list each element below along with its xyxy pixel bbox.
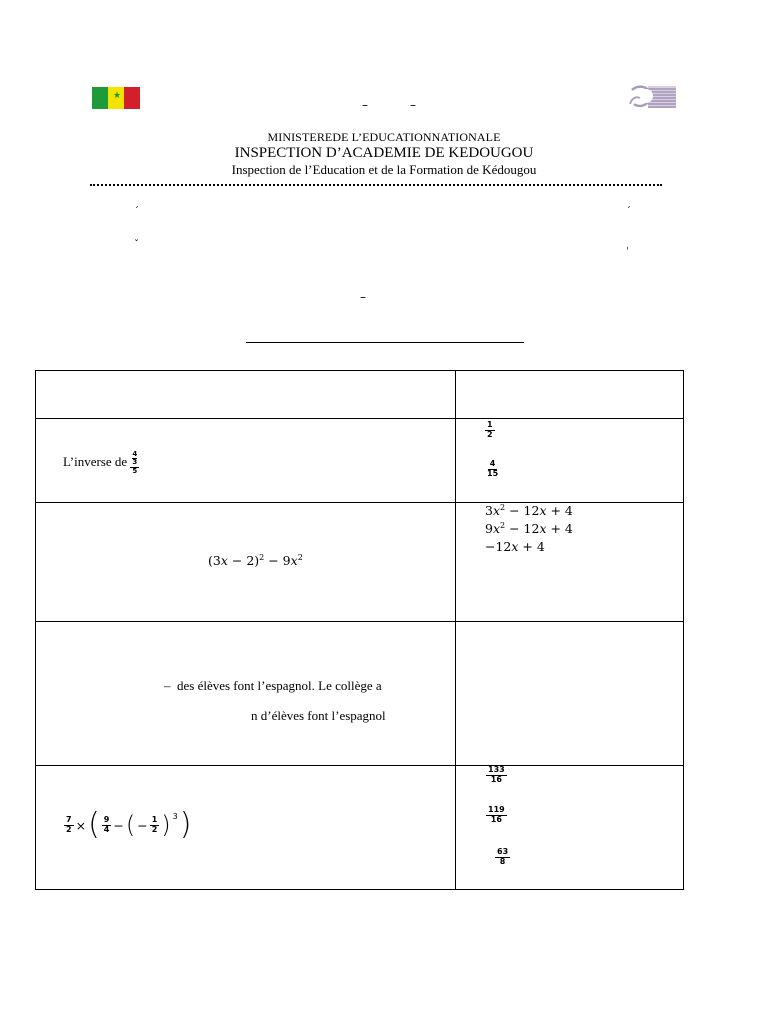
frac-num: 119 (488, 805, 505, 815)
institution-logo-icon (628, 84, 678, 110)
question-cell (36, 622, 456, 766)
table-row (36, 622, 684, 766)
mark-tick: ˇ (134, 239, 139, 250)
answer-option[interactable] (495, 848, 510, 866)
frac-num: 4 (132, 450, 138, 458)
senegal-flag-icon (92, 87, 140, 109)
question-4-expression: $\frac{7}{2}$ × ( $\frac{9}{4}$ − ( − $\frac{1}{2}$ ) $^3$ ) (66, 807, 192, 842)
frac-num: 1 (151, 815, 158, 825)
question-cell (36, 766, 456, 890)
question-cell (36, 419, 456, 503)
answer-option[interactable]: $9x^2 - 12x + 4$ (485, 521, 573, 537)
mark-tick: ˌ (626, 240, 629, 251)
mid-mark: – (360, 290, 366, 304)
answer-option[interactable] (486, 766, 507, 784)
star-icon: ★ (113, 91, 122, 101)
answer-option[interactable] (485, 421, 495, 439)
operator: × (75, 817, 87, 833)
frac-den: 15 (487, 468, 499, 478)
frac-den: 4 (103, 824, 110, 834)
title-underline (246, 342, 524, 343)
frac-den: 2 (487, 429, 493, 439)
header-mark-left: – (362, 98, 368, 112)
frac-num: 9 (103, 815, 110, 825)
table-header-row (36, 371, 684, 419)
frac-num: 4 (489, 459, 496, 469)
table-cell (36, 371, 456, 419)
answer-option[interactable] (486, 806, 507, 824)
answer-cell (456, 622, 684, 766)
question-2-expression: $(3x - 2)^2 - 9x^2$ (208, 553, 303, 569)
ministry-name: MINISTEREDE L’EDUCATIONNATIONALE (267, 130, 501, 144)
frac-num: 133 (488, 765, 505, 775)
mark-tick: ´ (134, 206, 139, 217)
answer-cell (456, 766, 684, 890)
exponent: 3 (172, 812, 178, 821)
answer-option[interactable]: −12x + 4 (485, 539, 545, 554)
operator: − (113, 817, 124, 833)
frac-den: 8 (499, 856, 506, 866)
answer-cell (456, 419, 684, 503)
question-3-line-1 (164, 678, 382, 694)
header-mark-right: – (410, 98, 416, 112)
frac-num: 3 (132, 458, 138, 467)
question-cell (36, 503, 456, 622)
frac-num: 1 (487, 420, 493, 430)
sub-inspection-title: Inspection de l’Education et de la Formation de Kédougou (231, 162, 537, 177)
question-text: des élèves font l’espagnol. Le collège a (177, 678, 382, 693)
question-table (35, 370, 684, 890)
inspection-title: INSPECTION D’ACADEMIE DE KEDOUGOU (234, 145, 534, 161)
table-row (36, 503, 684, 622)
table-cell (456, 371, 684, 419)
answer-cell (456, 503, 684, 622)
fraction (130, 451, 139, 475)
operator: − (137, 817, 148, 833)
question-3-line-2: n d’élèves font l’espagnol (251, 708, 386, 723)
table-row (36, 766, 684, 890)
mark-tick: ´ (626, 206, 631, 217)
frac-den: 2 (66, 824, 72, 834)
table-row (36, 419, 684, 503)
frac-num: 7 (66, 815, 72, 825)
frac-den: 16 (490, 774, 502, 784)
dotted-divider (90, 184, 662, 186)
frac-den: 2 (151, 824, 158, 834)
question-text: L’inverse de (63, 454, 131, 469)
answer-option[interactable] (485, 460, 500, 478)
question-1 (63, 451, 139, 475)
fraction-bar-mark: – (164, 678, 171, 693)
frac-den: 16 (490, 814, 502, 824)
frac-den: 5 (132, 466, 138, 475)
answer-option[interactable]: $3x^2 - 12x + 4$ (485, 503, 573, 519)
frac-num: 63 (497, 847, 509, 857)
